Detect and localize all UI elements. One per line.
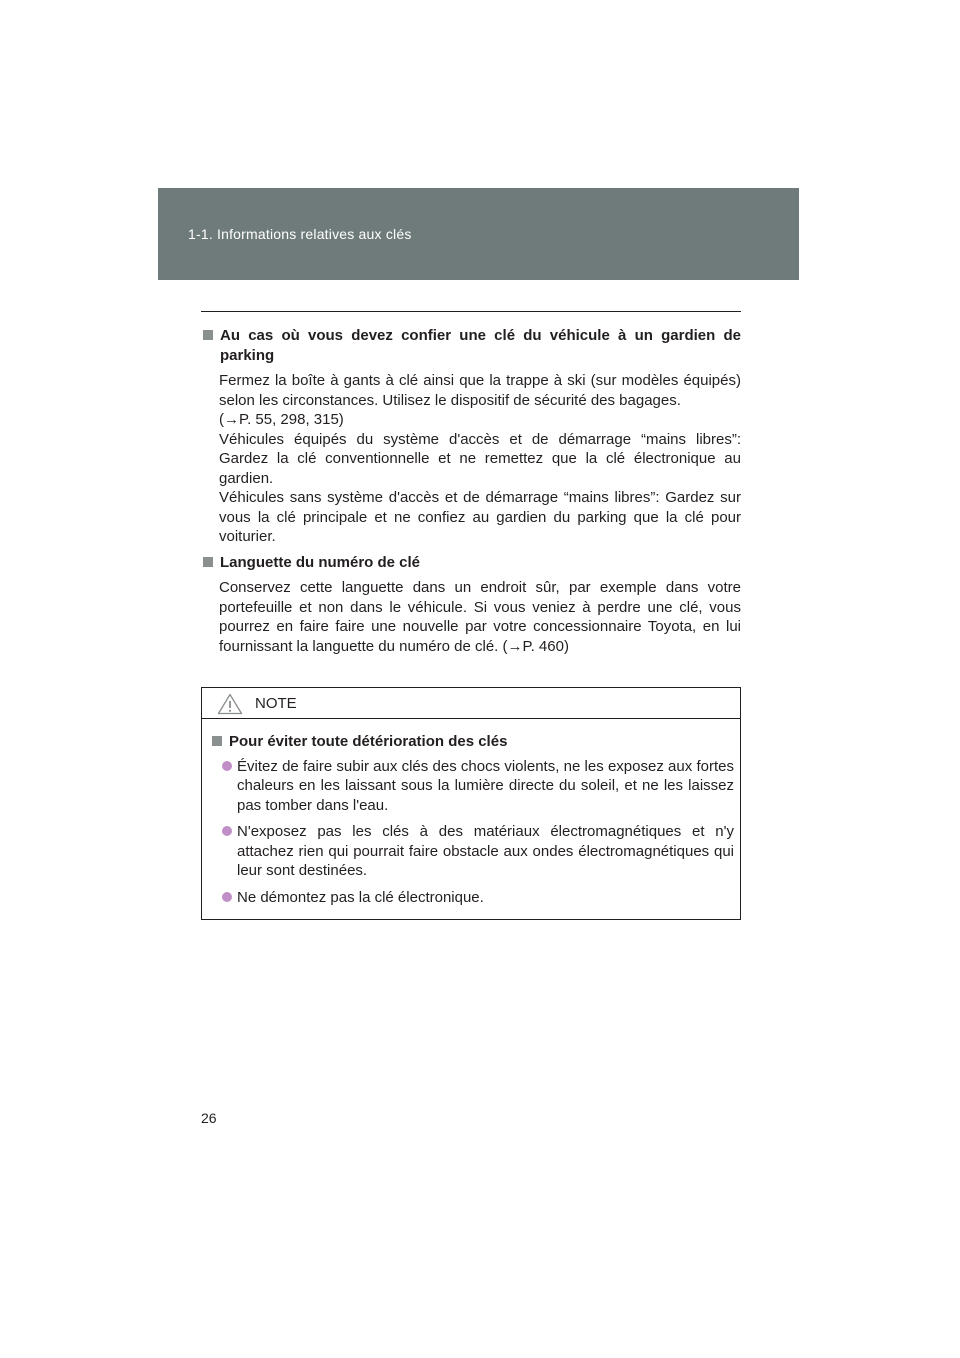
note-heading-text: Pour éviter toute détérioration des clés [229, 733, 508, 750]
section-label: 1-1. Informations relatives aux clés [188, 226, 412, 242]
paragraph: Véhicules équipés du système d'accès et de démarrage “mains libres”: Gardez la clé conventionnelle et ne remettez que la clé électronique au gardien. [219, 430, 741, 487]
warning-triangle-icon [217, 693, 243, 715]
bullet-dot-icon [222, 892, 232, 902]
note-content [202, 719, 740, 907]
paragraph: Véhicules sans système d'accès et de démarrage “mains libres”: Gardez sur vous la clé principale et ne confiez au gardien du parking que la clé pour voiturier. [219, 489, 741, 545]
main-content [201, 326, 741, 662]
square-bullet-icon [203, 557, 213, 567]
section-key-valet [201, 326, 741, 547]
note-bullet-text: Ne démontez pas la clé électronique. [237, 888, 484, 906]
paragraph: Conservez cette languette dans un endroit sûr, par exemple dans votre portefeuille et non dans le véhicule. Si vous veniez à perdre une clé, vous pourrez en faire faire une nouvelle par votre concessionnaire Toyota, en lui fournissant la languette du numéro de clé. (→P. 460) [219, 579, 741, 655]
section-key-tag [201, 553, 741, 657]
note-title: NOTE [255, 695, 297, 712]
note-bullet [222, 757, 734, 816]
paragraph: Fermez la boîte à gants à clé ainsi que la trappe à ski (sur modèles équipés) selon les circonstances. Utilisez le dispositif de sécurité des bagages. [219, 372, 741, 409]
page-number: 26 [201, 1110, 217, 1126]
square-bullet-icon [203, 330, 213, 340]
section-heading [201, 553, 741, 573]
note-heading [210, 732, 734, 752]
note-header [202, 688, 740, 719]
section-heading [201, 326, 741, 365]
bullet-dot-icon [222, 826, 232, 836]
section-header-band [158, 188, 799, 280]
note-bullet-text: N'exposez pas les clés à des matériaux électromagnétiques et n'y attachez rien qui pourrait faire obstacle aux ondes électromagnétiques qui leur sont destinées. [237, 823, 734, 879]
divider [201, 311, 741, 312]
note-bullet-text: Évitez de faire subir aux clés des chocs violents, ne les exposez aux fortes chaleurs en les laissant sous la lumière directe du soleil, et ne les laissez pas tomber dans l'eau. [237, 757, 734, 814]
note-bullet [222, 888, 734, 908]
section-title: Languette du numéro de clé [220, 553, 421, 571]
page-reference: (→P. 55, 298, 315) [219, 411, 344, 428]
section-title: Au cas où vous devez confier une clé du véhicule à un gardien de parking [220, 327, 741, 364]
note-bullet [222, 822, 734, 881]
note-box [201, 687, 741, 920]
bullet-dot-icon [222, 761, 232, 771]
square-bullet-icon [212, 736, 222, 746]
